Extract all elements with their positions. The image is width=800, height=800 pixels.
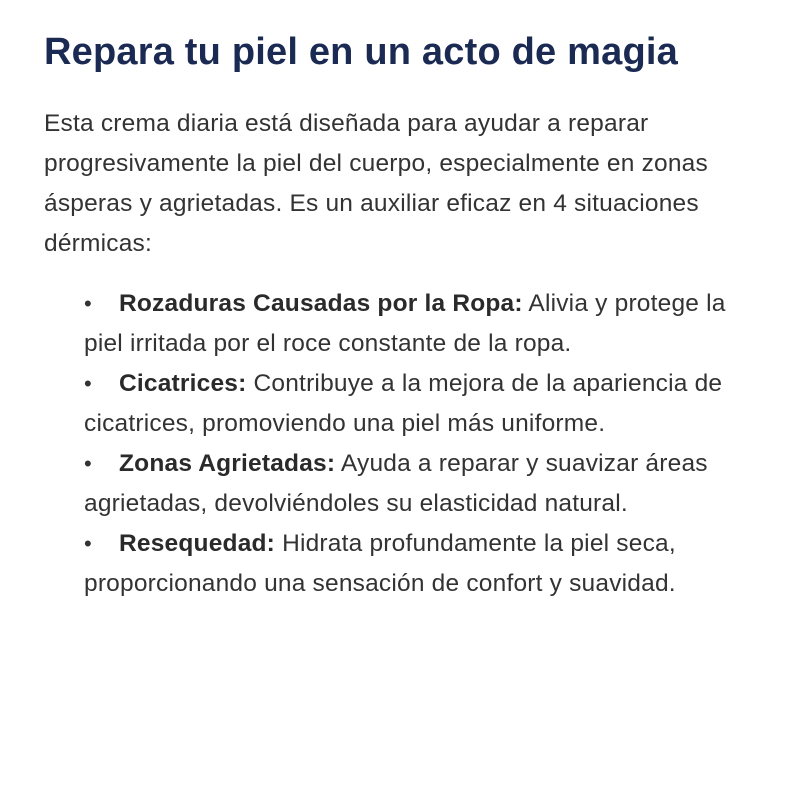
list-item <box>84 364 760 444</box>
feature-description: Alivia y protege la piel irritada por el roce constante de la ropa. <box>84 290 726 357</box>
feature-description: Ayuda a reparar y suavizar áreas agrietadas, devolviéndoles su elasticidad natural. <box>84 450 708 517</box>
list-item <box>84 444 760 524</box>
page-title: Repara tu piel en un acto de magia <box>44 31 678 73</box>
list-item <box>84 524 760 604</box>
feature-term: Cicatrices: <box>119 370 247 397</box>
feature-term: Zonas Agrietadas: <box>119 450 336 477</box>
feature-term: Rozaduras Causadas por la Ropa: <box>119 290 523 317</box>
bullet-icon: • <box>84 371 92 396</box>
bullet-icon: • <box>84 451 92 476</box>
feature-description: Contribuye a la mejora de la apariencia de cicatrices, promoviendo una piel más uniforme. <box>84 370 723 437</box>
bullet-icon: • <box>84 531 92 556</box>
feature-description: Hidrata profundamente la piel seca, proporcionando una sensación de confort y suavidad. <box>84 530 676 597</box>
list-item <box>84 284 760 364</box>
feature-term: Resequedad: <box>119 530 276 557</box>
features-list <box>44 284 760 604</box>
bullet-icon: • <box>84 291 92 316</box>
intro-paragraph: Esta crema diaria está diseñada para ayudar a reparar progresivamente la piel del cuerpo, especialmente en zonas ásperas y agrietadas. Es un auxiliar eficaz en 4 situaciones dérmicas: <box>44 110 708 257</box>
